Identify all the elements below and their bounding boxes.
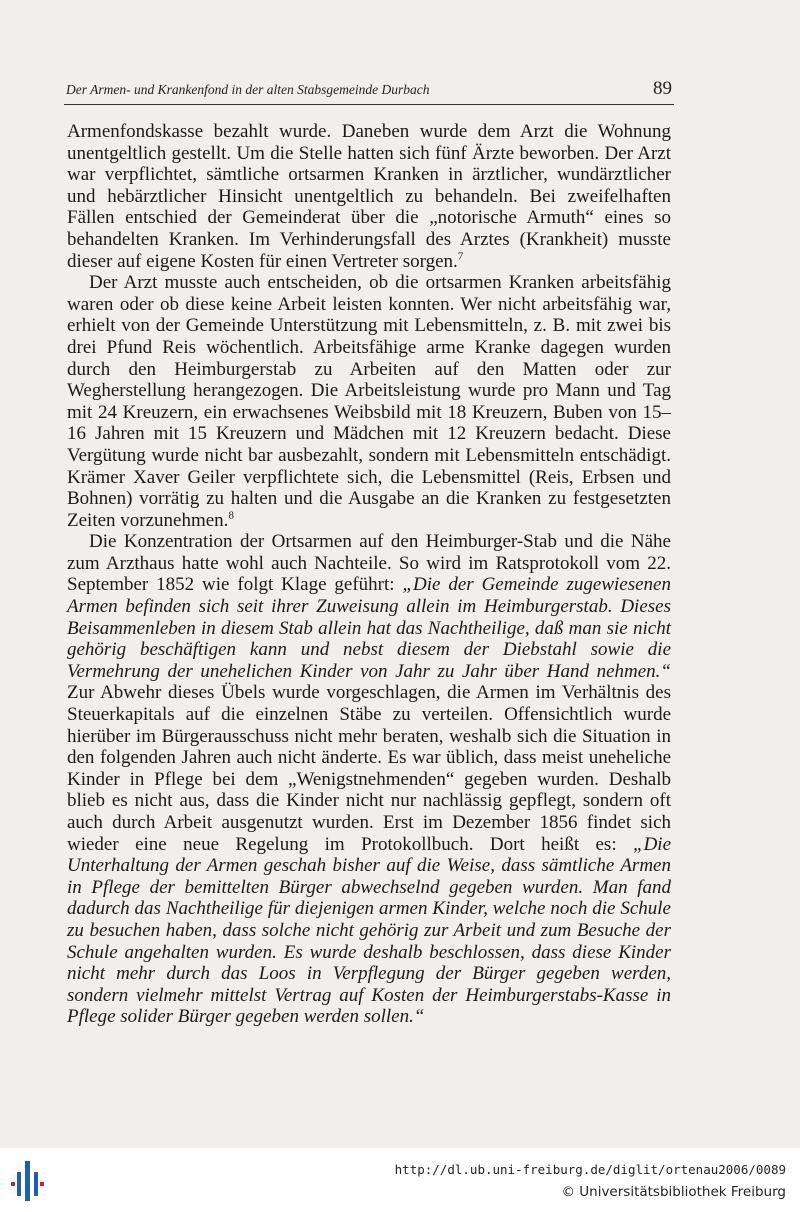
footer-bar — [0, 1148, 800, 1212]
ub-freiburg-logo-icon[interactable] — [10, 1158, 46, 1204]
footer-copyright: © Universitätsbibliothek Freiburg — [561, 1184, 786, 1200]
text-segment: Zur Abwehr dieses Übels wurde vorgeschlagen, die Armen im Verhältnis des Steuerkapitals auf die einzelnen Stäbe zu verteilen. Offensichtlich wurde hierüber im Bürgerausschuss nicht mehr beraten, weshalb sich die Situation in den folgenden Jahren auch nicht änderte. Es war üblich, dass meist uneheliche Kinder in Pflege bei dem „Wenigstnehmenden“ gegeben wurden. Deshalb blieb es nicht aus, dass die Kinder nicht nur nachlässig gepflegt, sondern oft auch durch Arbeit ausgenutzt wurden. Erst im Dezember 1856 findet sich wieder eine neue Regelung im Protokollbuch. Dort heißt es: — [67, 682, 671, 855]
paragraph — [67, 272, 671, 531]
text-segment: Armenfondskasse bezahlt wurde. Daneben wurde dem Arzt die Wohnung unentgeltlich gestellt. Um die Stelle hatten sich fünf Ärzte beworben. Der Arzt war verpflichtet, sämtliche ortsarmen Kranken in ärztlicher, wundärztlicher und hebärztlicher Hinsicht unentgeltlich zu behandeln. Bei zweifelhaften Fällen entschied der Gemeinderat über die „notorische Armuth“ eines so behandelten Kranken. Im Verhinderungsfall des Arztes (Krankheit) musste dieser auf eigene Kosten für einen Vertreter sorgen. — [67, 121, 671, 272]
paragraph — [67, 121, 671, 272]
footnote-ref: 7 — [457, 250, 464, 263]
quote-text: „Die Unterhaltung der Armen geschah bisher auf die Weise, dass sämtliche Armen in Pflege der bemittelten Bürger abwechselnd gegeben wurden. Man fand dadurch das Nachtheilige für diejenigen armen Kinder, welche noch die Schule zu besuchen haben, dass solche nicht gehörig zur Arbeit und zum Besuche der Schule angehalten wurden. Es wurde deshalb beschlossen, dass diese Kinder nicht mehr durch das Loos in Verpflegung der Bürger gegeben werden, sondern vielmehr mittelst Vertrag auf Kosten der Heimburgerstabs-Kasse in Pflege solider Bürger gegeben werden sollen.“ — [67, 833, 671, 1028]
text-segment: Die Konzentration der Ortsarmen auf den Heimburger-Stab und die Nähe zum Arzthaus hatte wohl auch Nachteile. So wird im Ratsprotokoll vom 22. September 1852 wie folgt Klage geführt: — [67, 531, 671, 596]
paragraph — [67, 531, 671, 1028]
running-title: Der Armen- und Krankenfond in der alten Stabsgemeinde Durbach — [66, 82, 430, 97]
footer-url-link[interactable]: http://dl.ub.uni-freiburg.de/diglit/ortenau2006/0089 — [394, 1162, 786, 1177]
page-header — [64, 78, 674, 105]
quote-text: „Die der Gemeinde zugewiesenen Armen befinden sich seit ihrer Zuweisung allein im Heimburgerstab. Dieses Beisammenleben in diesem Stab allein hat das Nachtheilige, daß man sie nicht gehörig beschäftigen kann und nebst diesem der Diebstahl sowie die Vermehrung der unehelichen Kinder von Jahr zu Jahr über Hand nehmen.“ — [67, 574, 671, 682]
text-segment: Der Arzt musste auch entscheiden, ob die ortsarmen Kranken arbeitsfähig waren oder ob diese keine Arbeit leisten konnten. Wer nicht arbeitsfähig war, erhielt von der Gemeinde Unterstützung mit Lebensmitteln, z. B. mit zwei bis drei Pfund Reis wöchentlich. Arbeitsfähige arme Kranke dagegen wurden durch den Heimburgerstab zu Arbeiten auf den Matten oder zur Wegherstellung herangezogen. Die Arbeitsleistung wurde pro Mann und Tag mit 24 Kreuzern, ein erwachsenes Weibsbild mit 18 Kreuzern, Buben von 15–16 Jahren mit 15 Kreuzern und Mädchen mit 12 Kreuzern bedacht. Diese Vergütung wurde nicht bar ausbezahlt, sondern mit Lebensmitteln entschädigt. Krämer Xaver Geiler verpflichtete sich, die Lebensmittel (Reis, Erbsen und Bohnen) vorrätig zu halten und die Ausgabe an die Kranken zu festgesetzten Zeiten vorzunehmen. — [67, 272, 671, 531]
page-number: 89 — [653, 78, 672, 99]
footnote-ref: 8 — [228, 509, 234, 522]
body-text — [67, 121, 671, 1028]
